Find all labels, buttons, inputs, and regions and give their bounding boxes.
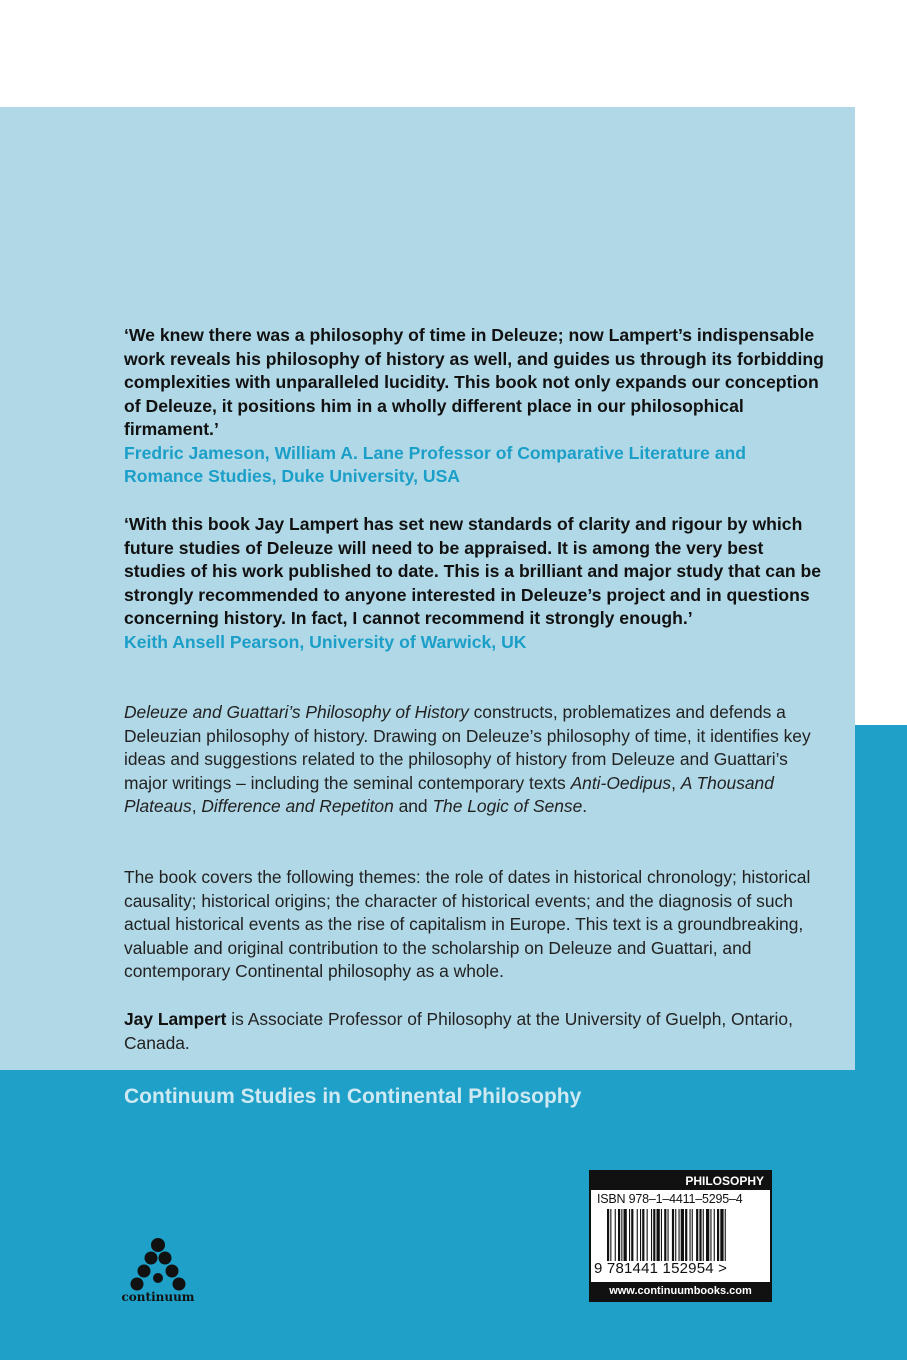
- themes-paragraph: The book covers the following themes: the role of dates in historical chronology; historical causality; historical origins; the character of historical events; and the diagnosis of such actual historical events as the rise of capitalism in Europe. This text is a groundbreaking, valuable and original contribution to the scholarship on Deleuze and Guattari, and contemporary Continental philosophy as a whole.: [124, 867, 811, 981]
- right-teal-strip: [855, 725, 907, 1070]
- separator: ,: [671, 772, 681, 793]
- quote-attribution: Keith Ansell Pearson, University of Warwick, UK: [124, 631, 527, 652]
- author-bio-text: is Associate Professor of Philosophy at the University of Guelph, Ontario, Canada.: [124, 1009, 793, 1053]
- work-title: Anti-Oedipus: [570, 772, 672, 793]
- separator: and: [393, 796, 433, 816]
- description-paragraph: [124, 701, 824, 819]
- top-margin: [0, 0, 907, 107]
- author-name: Jay Lampert: [124, 1009, 227, 1029]
- barcode-category: PHILOSOPHY: [591, 1172, 770, 1190]
- author-bio: [124, 1008, 824, 1055]
- quote-text: ‘We knew there was a philosophy of time in Deleuze; now Lampert’s indispensable work reveals his philosophy of history as well, and guides us through its forbidding complexities with unparalleled lucidity. This book not only expands our conception of Deleuze, it positions him in a wholly different place in our philosophical firmament.’: [124, 325, 824, 439]
- description-text: constructs, problematizes and defends a Deleuzian philosophy of history. Drawing on Deleuze’s philosophy of time, it identifies key ideas and suggestions related to the philosophy of history from Deleuze and Guattari’s major writings – including the seminal contemporary texts: [124, 702, 811, 793]
- endorsement-quote-2: [124, 513, 824, 654]
- work-title: The Logic of Sense: [432, 796, 583, 816]
- barcode-digits: 9 781441 152954 >: [594, 1260, 728, 1277]
- barcode-box: [589, 1170, 772, 1302]
- series-title: Continuum Studies in Continental Philosophy: [124, 1085, 582, 1108]
- work-title: A Thousand Plateaus: [124, 772, 774, 816]
- work-title: Difference and Repetiton: [201, 796, 394, 816]
- book-title: Deleuze and Guattari’s Philosophy of History: [124, 702, 469, 722]
- isbn-label: ISBN 978–1–4411–5295–4: [597, 1192, 743, 1206]
- barcode-icon: [607, 1209, 763, 1261]
- quote-text: ‘With this book Jay Lampert has set new standards of clarity and rigour by which future studies of Deleuze will need to be appraised. It is among the very best studies of his work published to date. This is a brilliant and major study that can be strongly recommended to anyone interested in Deleuze’s project and in questions concerning history. In fact, I cannot recommend it strongly enough.’: [124, 514, 822, 628]
- publisher-url: www.continuumbooks.com: [591, 1282, 770, 1300]
- endorsement-quote-1: [124, 324, 824, 489]
- quote-attribution: Fredric Jameson, William A. Lane Professor of Comparative Literature and Romance Studies, Duke University, USA: [124, 442, 746, 486]
- publisher-name: continuum: [121, 1290, 195, 1304]
- separator: ,: [191, 796, 202, 816]
- right-margin: [855, 107, 907, 725]
- separator: .: [582, 796, 588, 816]
